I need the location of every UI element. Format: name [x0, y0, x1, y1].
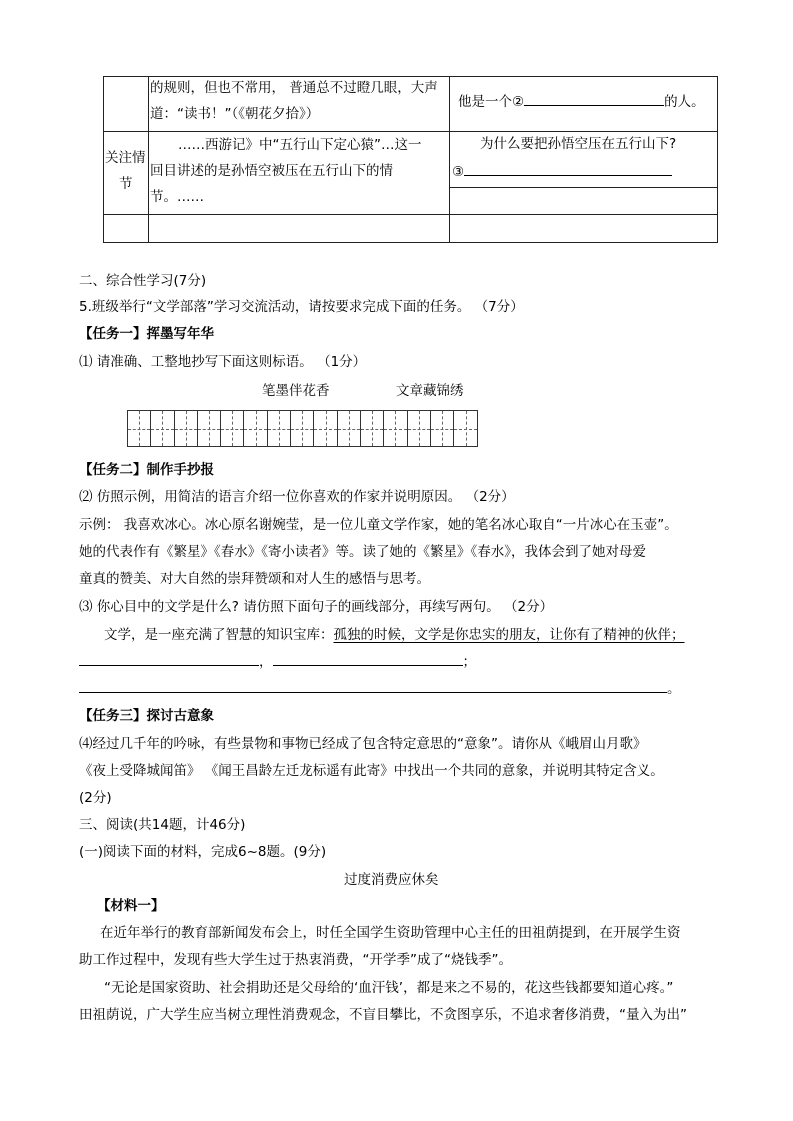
article-title: 过度消费应休矣 [344, 872, 439, 888]
model-sentence [104, 625, 685, 645]
question-5: 5.班级举行“文学部落”学习交流活动，请按要求完成下面的任务。 （7分） [79, 299, 524, 315]
continuation-blank-3[interactable] [79, 678, 667, 693]
grid-box[interactable] [151, 411, 174, 446]
task3-title: 【任务三】探讨古意象 [79, 708, 214, 724]
paragraph2-line2: 田祖荫说，广大学生应当树立理性消费观念，不盲目攀比，不贪图享乐，不追求奢侈消费，“量入为出” [79, 1007, 687, 1023]
grid-box[interactable] [128, 411, 151, 446]
table-row2-label-line1: 关注情 [105, 150, 146, 166]
answer-blank-3[interactable] [464, 161, 672, 176]
example-line3: 童真的赞美、对大自然的崇拜赞颂和对人生的感悟与思考。 [79, 571, 430, 587]
section2-heading: 二、综合性学习(7分) [79, 273, 207, 289]
semicolon: ； [462, 654, 476, 670]
slogan-part-a: 笔墨伴花香 [262, 383, 330, 399]
table-row2-question: 为什么要把孙悟空压在五行山下? [480, 136, 677, 152]
grid-box[interactable] [244, 411, 267, 446]
table-row1-excerpt-line1: 的规则，但也不常用， 普通总不过瞪几眼，大声 [150, 80, 438, 96]
grid-box[interactable] [198, 411, 221, 446]
answer-blank-2[interactable] [524, 91, 664, 106]
table-row2-answer [452, 161, 672, 182]
table-row2-excerpt-line1: ……西游记》中“五行山下定心猿”…这一 [178, 137, 422, 153]
continuation-blank-1[interactable] [79, 651, 259, 666]
grid-box[interactable] [291, 411, 314, 446]
grid-box[interactable] [314, 411, 337, 446]
model-sentence-plain: 文学，是一座充满了智慧的知识宝库： [104, 627, 334, 643]
grid-box[interactable] [361, 411, 384, 446]
writing-grid[interactable] [127, 410, 478, 447]
table-row2-excerpt-line3: 节。…… [150, 189, 204, 205]
grid-box[interactable] [408, 411, 431, 446]
grid-box[interactable] [221, 411, 244, 446]
section3-heading: 三、阅读(共14题，计46分) [79, 817, 246, 833]
example-line1: 示例： 我喜欢冰心。冰心原名谢婉莹，是一位儿童文学作家，她的笔名冰心取自“一片冰心在玉壶”。 [79, 517, 678, 533]
slogan-part-b: 文章藏锦绣 [396, 383, 464, 399]
grid-box[interactable] [338, 411, 361, 446]
answer-prefix: ③ [452, 164, 465, 180]
continuation-blank-2[interactable] [273, 651, 463, 666]
answer-prefix: 他是一个② [458, 94, 525, 110]
task2-question-2: ⑵ 仿照示例，用简洁的语言介绍一位你喜欢的作家并说明原因。 （2分） [79, 489, 515, 505]
task3-question-line2: 《夜上受降城闻笛》 《闻王昌龄左迁龙标遥有此寄》中找出一个共同的意象，并说明其特定含义。 [79, 763, 664, 779]
task3-question-line1: ⑷经过几千年的吟咏，有些景物和事物已经成了包含特定意思的“意象”。请你从《峨眉山月歌》 [79, 736, 647, 752]
grid-box[interactable] [454, 411, 477, 446]
task1-question: ⑴ 请准确、工整地抄写下面这则标语。 （1分） [79, 354, 367, 370]
table-row1-excerpt-line2: 道：“读书！”（《朝花夕拾》） [150, 106, 320, 122]
paragraph1-line1: 在近年举行的教育部新闻发布会上，时任全国学生资助管理中心主任的田祖荫提到，在开展学生资 [100, 925, 681, 941]
answer-suffix: 的人。 [664, 94, 705, 110]
grid-box[interactable] [175, 411, 198, 446]
task1-title: 【任务一】挥墨写年华 [79, 326, 214, 342]
grid-box[interactable] [431, 411, 454, 446]
task2-title: 【任务二】制作手抄报 [79, 462, 214, 478]
section3-sub1: (一)阅读下面的材料，完成6~8题。(9分) [79, 844, 327, 860]
table-row2-label-line2: 节 [119, 176, 133, 192]
task3-question-line3: (2分) [79, 790, 112, 806]
paragraph1-line2: 助工作过程中，发现有些大学生过于热衷消费，“开学季”成了“烧钱季”。 [79, 952, 512, 968]
material-1-label: 【材料一】 [97, 898, 165, 914]
paragraph2-line1: “无论是国家资助、社会捐助还是父母给的‘血汗钱’，都是来之不易的，花这些钱都要知道心疼。” [104, 980, 674, 996]
task2-question-3: ⑶ 你心目中的文学是什么? 请仿照下面句子的画线部分，再续写两句。 （2分） [79, 599, 554, 615]
period: 。 [667, 681, 681, 697]
continuation-line1 [79, 651, 476, 672]
grid-box[interactable] [268, 411, 291, 446]
example-line2: 她的代表作有《繁星》《春水》《寄小读者》等。读了她的《繁星》《春水》，我体会到了她对母爱 [79, 544, 646, 560]
grid-box[interactable] [384, 411, 407, 446]
comma: ， [259, 654, 273, 670]
continuation-line2 [79, 678, 681, 699]
model-sentence-underlined: 孤独的时候，文学是你忠实的朋友，让你有了精神的伙伴； [333, 627, 685, 643]
table-row2-excerpt-line2: 回目讲述的是孙悟空被压在五行山下的情 [150, 163, 393, 179]
table-row1-answer [458, 91, 705, 112]
